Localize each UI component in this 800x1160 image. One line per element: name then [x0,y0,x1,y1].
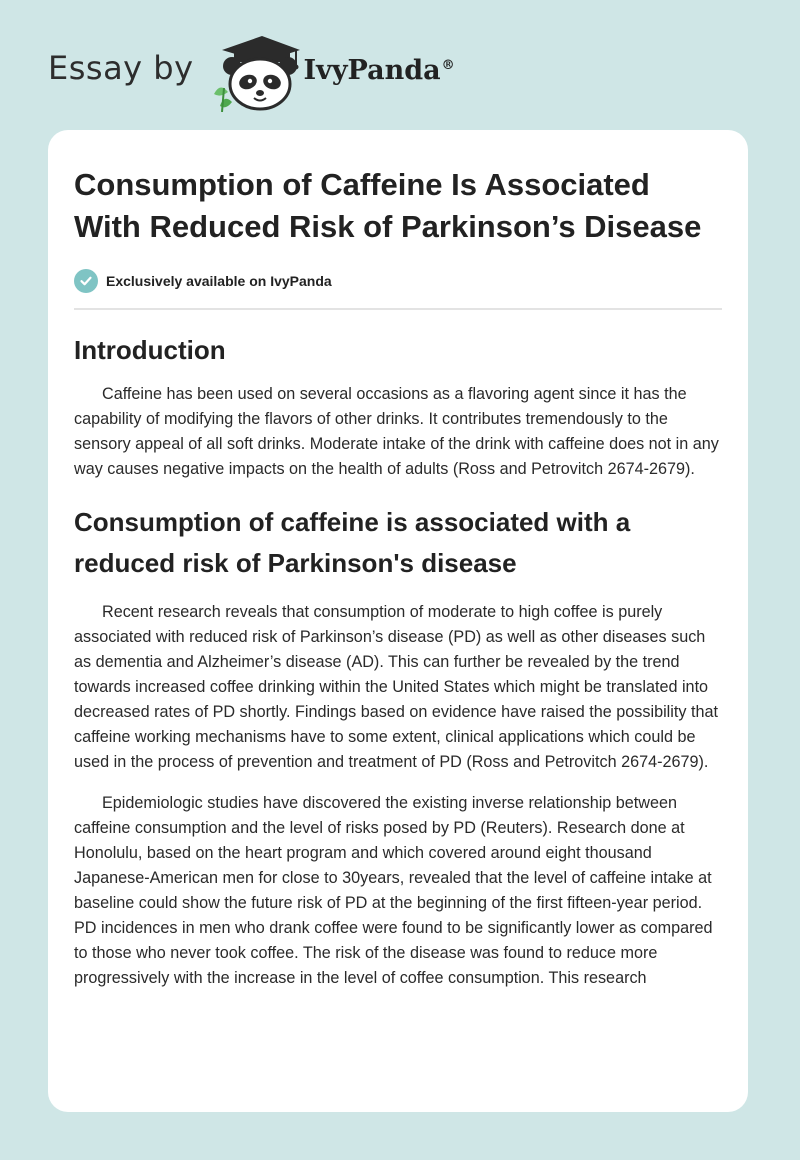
brand-name[interactable] [304,55,455,86]
title-divider [74,308,722,310]
site-header [48,32,455,112]
exclusive-badge-text: Exclusively available on IvyPanda [106,273,332,289]
panda-logo-icon[interactable] [208,32,300,112]
paragraph: Epidemiologic studies have discovered the existing inverse relationship between caffeine consumption and the level of risks posed by PD (Reuters). Research done at Honolulu, based on the heart program and which covered around eight thousand Japanese-American men for close to 30years, revealed that the level of caffeine intake at baseline could show the future risk of PD at the beginning of the first fifteen-year period. PD incidences in men who drank coffee were found to be significantly lower as compared to those who never took coffee. The risk of the disease was found to reduce more progressively with the increase in the level of coffee consumption. This research [74,794,713,987]
brand-name-text: IvyPanda [303,54,441,86]
check-icon [74,269,98,293]
essay-card [48,130,748,1112]
exclusive-badge [74,268,722,294]
essay-by-label: Essay by [48,49,194,87]
section-heading-caffeine-parkinsons: Consumption of caffeine is associated with a reduced risk of Parkinson's disease [74,507,631,578]
essay-title: Consumption of Caffeine Is Associated With Reduced Risk of Parkinson’s Disease [74,167,702,244]
paragraph: Caffeine has been used on several occasions as a flavoring agent since it has the capability of modifying the flavors of other drinks. It contributes tremendously to the sensory appeal of all soft drinks. Moderate intake of the drink with caffeine does not in any way causes negative impacts on the health of adults (Ross and Petrovitch 2674-2679). [74,385,719,478]
paragraph: Recent research reveals that consumption of moderate to high coffee is purely associated with reduced risk of Parkinson’s disease (PD) as well as other diseases such as dementia and Alzheimer’s disease (AD). This can further be revealed by the trend towards increased coffee drinking within the United States which might be translated into decreased rates of PD shortly. Findings based on evidence have raised the possibility that caffeine working mechanisms have to some extent, clinical applications which could be used in the process of prevention and treatment of PD (Ross and Petrovitch 2674-2679). [74,603,718,771]
section-heading-introduction: Introduction [74,335,226,365]
registered-mark: ® [441,57,455,73]
